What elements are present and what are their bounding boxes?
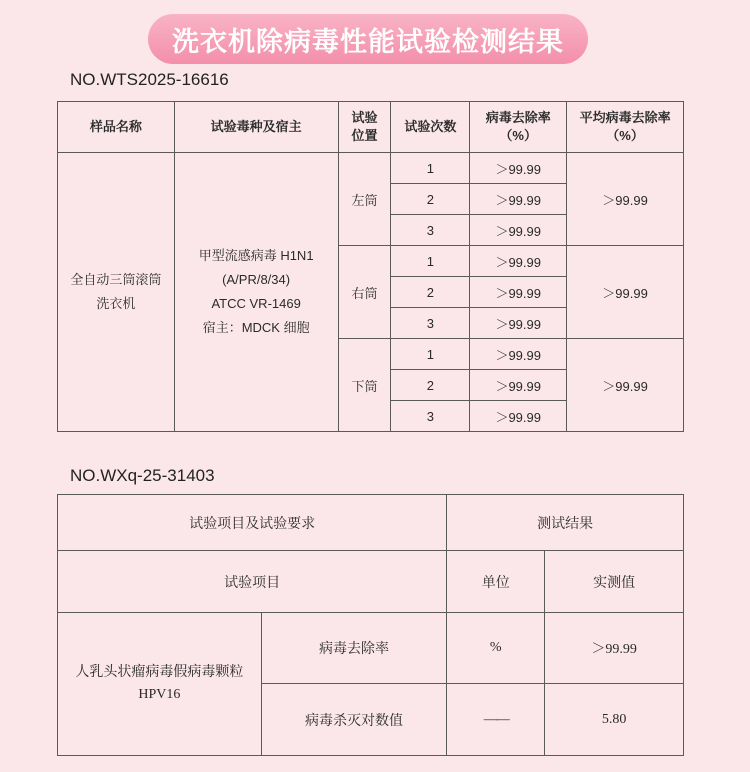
removal-rate: ＞99.99: [470, 153, 567, 184]
strain-line2: (A/PR/8/34): [222, 272, 291, 287]
header-position: [338, 102, 391, 153]
item-unit: ——: [447, 684, 545, 756]
header-average-line2: （%）: [606, 128, 644, 143]
page-title: 洗衣机除病毒性能试验检测结果: [148, 14, 588, 64]
average-rate-left: ＞99.99: [567, 153, 684, 246]
hpv-test-table: [57, 494, 684, 756]
test-number: 1: [391, 246, 470, 277]
test-number: 3: [391, 401, 470, 432]
average-rate-right: ＞99.99: [567, 246, 684, 339]
subheader-item: 试验项目: [58, 551, 447, 613]
item-value: 5.80: [545, 684, 684, 756]
removal-rate: ＞99.99: [470, 370, 567, 401]
strain-line4: 宿主：MDCK 细胞: [202, 320, 310, 335]
hpv-sample-line2: HPV16: [138, 687, 181, 702]
header-average-line1: 平均病毒去除率: [579, 110, 671, 125]
test-number: 1: [391, 153, 470, 184]
average-rate-bottom: ＞99.99: [567, 339, 684, 432]
hpv-sample-cell: [58, 613, 262, 756]
item-name: 病毒去除率: [261, 613, 447, 684]
removal-rate: ＞99.99: [470, 339, 567, 370]
test-number: 1: [391, 339, 470, 370]
report-number-1: NO.WTS2025-16616: [70, 70, 229, 89]
report-number-2: NO.WXq-25-31403: [70, 466, 215, 485]
virus-removal-table: [57, 101, 684, 432]
sample-name-cell: [58, 153, 175, 432]
header-removal-rate: [470, 102, 567, 153]
header-test-items: 试验项目及试验要求: [58, 495, 447, 551]
header-sample-name: 样品名称: [58, 102, 175, 153]
header-position-line1: 试验: [351, 110, 378, 125]
test-number: 2: [391, 184, 470, 215]
header-removal-line2: （%）: [499, 128, 537, 143]
hpv-sample-line1: 人乳头状瘤病毒假病毒颗粒: [75, 665, 244, 680]
test-number: 3: [391, 308, 470, 339]
header-position-line2: 位置: [351, 128, 378, 143]
table-subheader-row: [58, 551, 684, 613]
removal-rate: ＞99.99: [470, 215, 567, 246]
test-number: 2: [391, 370, 470, 401]
header-strain-host: 试验毒种及宿主: [174, 102, 338, 153]
position-right: 右筒: [338, 246, 391, 339]
subheader-unit: 单位: [447, 551, 545, 613]
removal-rate: ＞99.99: [470, 184, 567, 215]
strain-line3: ATCC VR-1469: [211, 296, 301, 311]
sample-name-line2: 洗衣机: [96, 296, 136, 311]
header-average-rate: [567, 102, 684, 153]
removal-rate: ＞99.99: [470, 246, 567, 277]
removal-rate: ＞99.99: [470, 401, 567, 432]
table-row: [58, 613, 684, 684]
removal-rate: ＞99.99: [470, 277, 567, 308]
header-test-count: 试验次数: [391, 102, 470, 153]
table-header-row: [58, 495, 684, 551]
removal-rate: ＞99.99: [470, 308, 567, 339]
position-bottom: 下筒: [338, 339, 391, 432]
table-row: [58, 153, 684, 184]
test-number: 3: [391, 215, 470, 246]
position-left: 左筒: [338, 153, 391, 246]
table-header-row: [58, 102, 684, 153]
item-name: 病毒杀灭对数值: [261, 684, 447, 756]
subheader-value: 实测值: [545, 551, 684, 613]
header-removal-line1: 病毒去除率: [485, 110, 551, 125]
item-value: ＞99.99: [545, 613, 684, 684]
test-number: 2: [391, 277, 470, 308]
strain-host-cell: [174, 153, 338, 432]
header-test-results: 测试结果: [447, 495, 684, 551]
sample-name-line1: 全自动三筒滚筒: [70, 272, 162, 287]
item-unit: %: [447, 613, 545, 684]
strain-line1: 甲型流感病毒 H1N1: [198, 248, 314, 263]
